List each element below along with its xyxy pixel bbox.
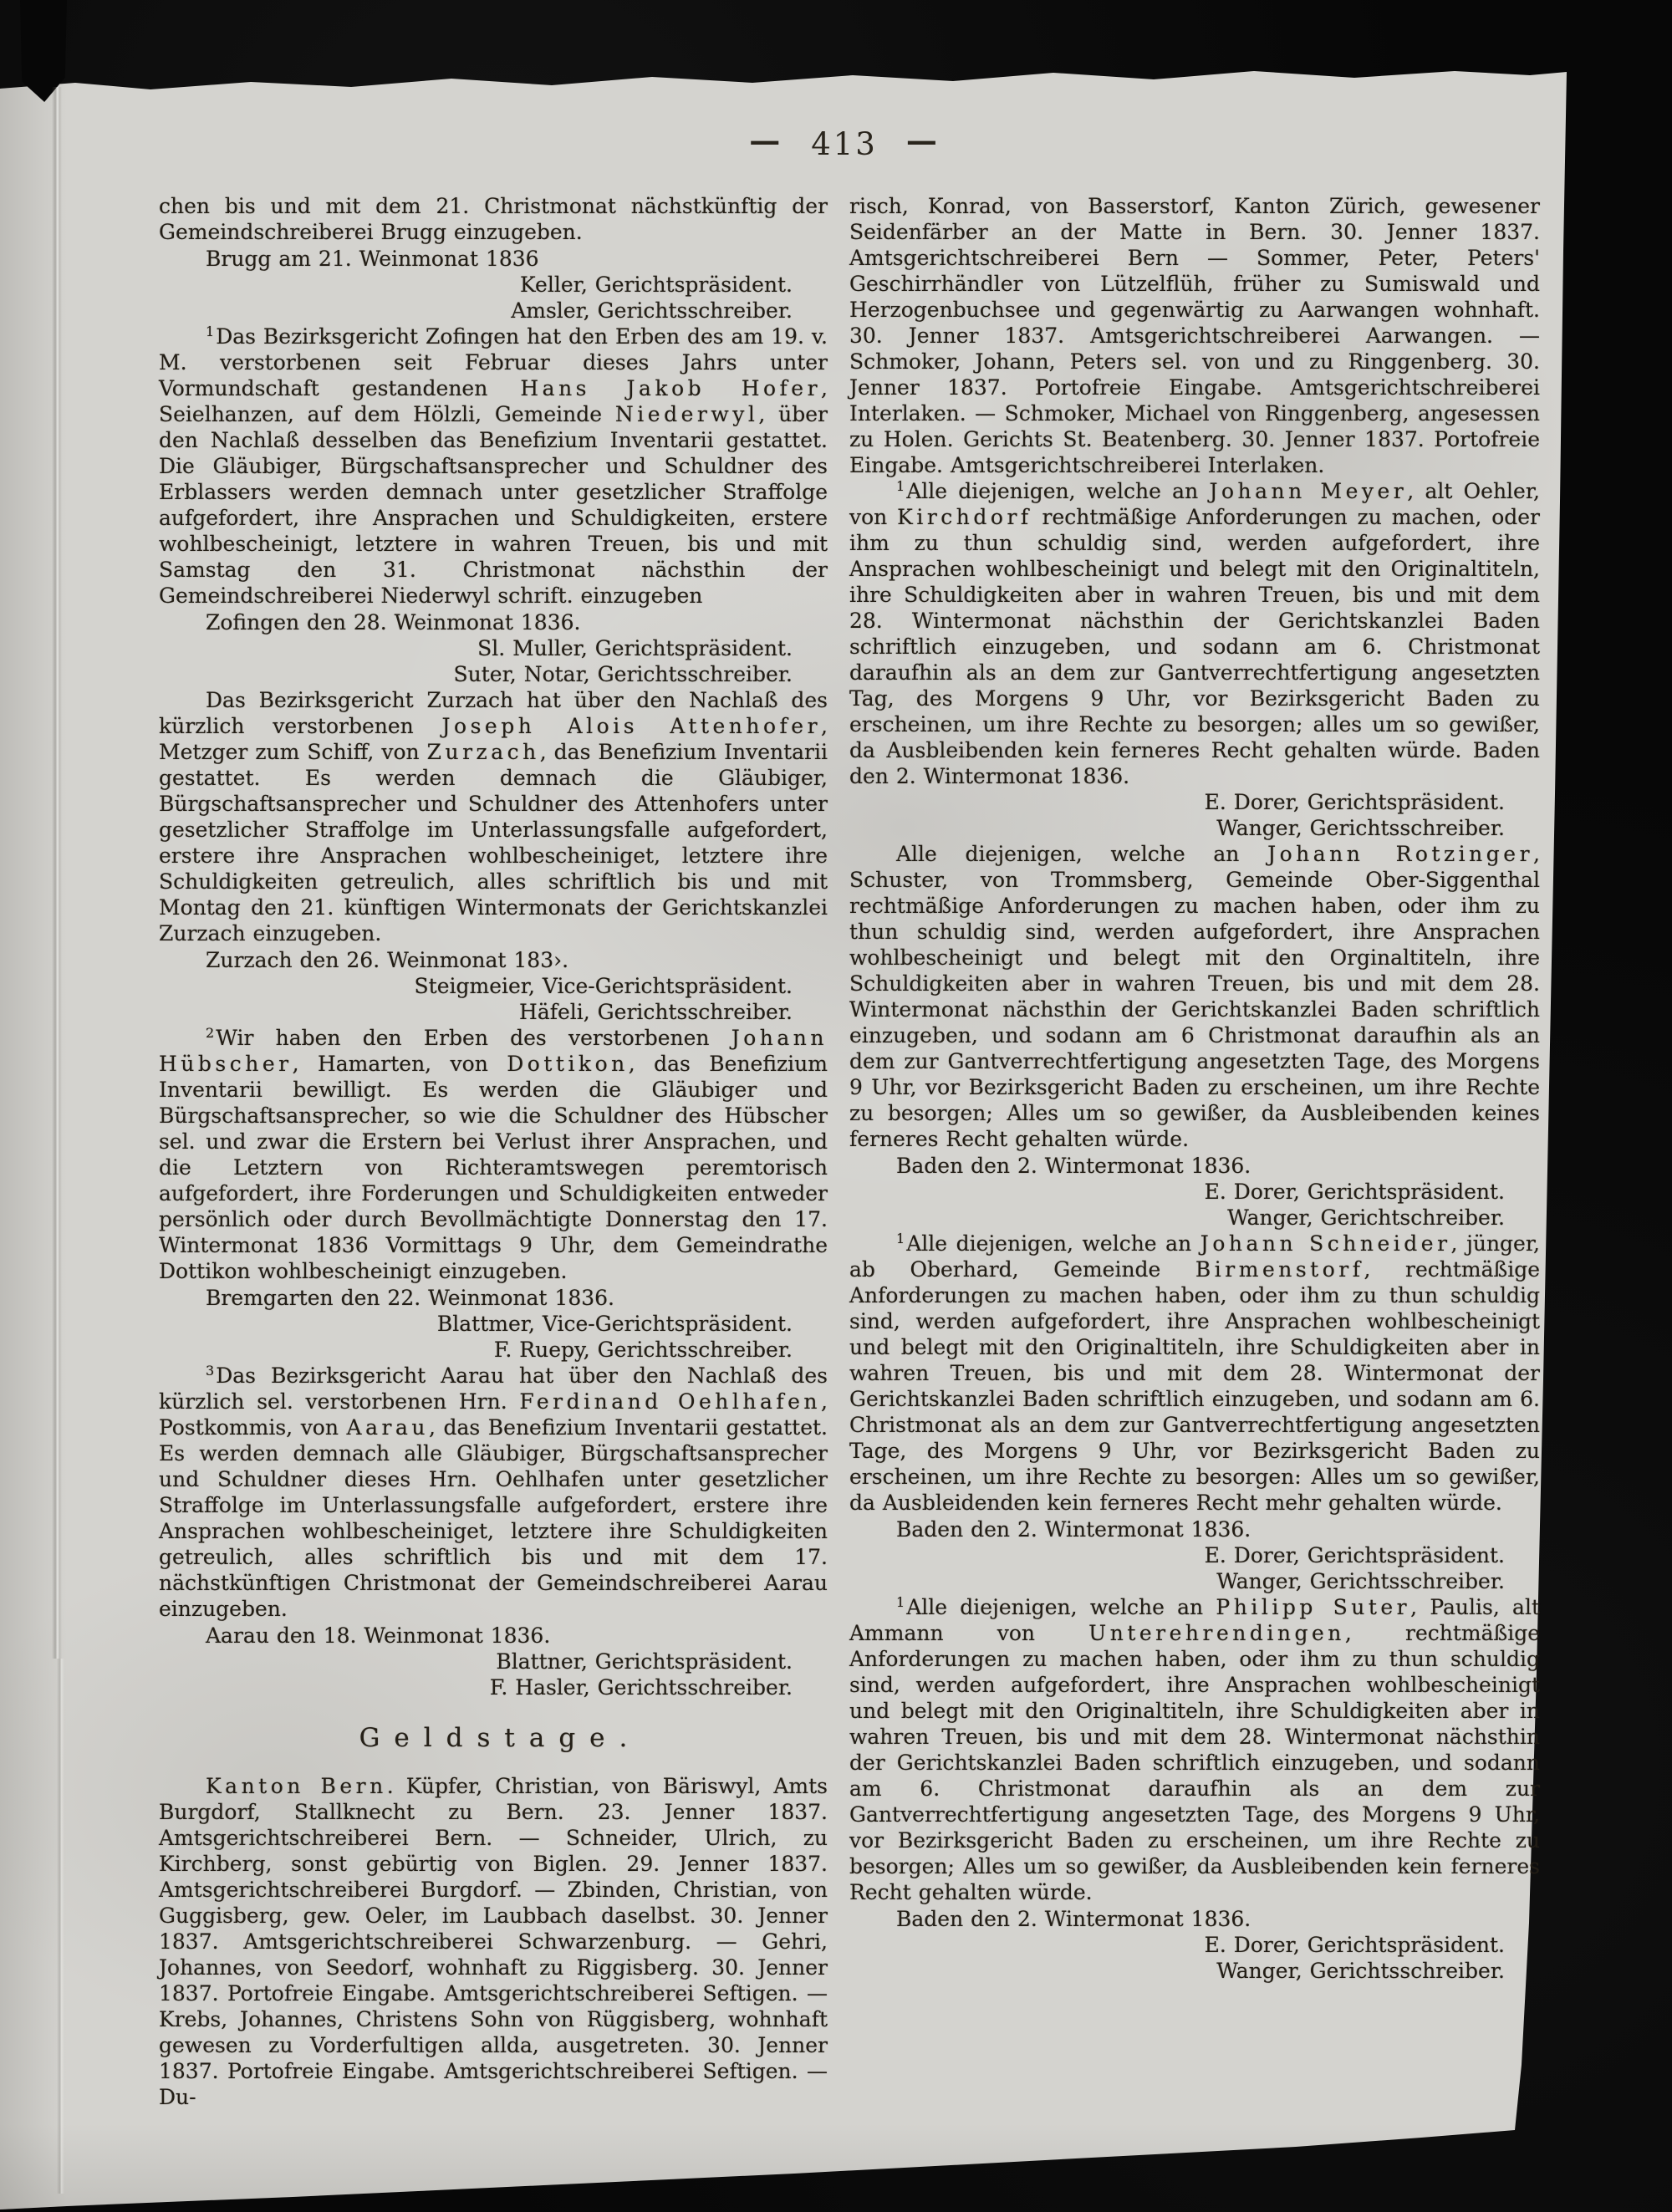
signature-line: Amsler, Gerichtsschreiber. [511, 298, 793, 323]
paragraph: Alle diejenigen, welche an Johann Rotzinger, Schuster, von Trommsberg, Gemeinde Ober-Siggenthal rechtmäßige Anforderungen zu machen haben, oder ihm zu thun schuldig sind, werden aufgefordert, ihre Ansprachen wohlbescheinigt und belegt mit den Orginaltiteln, ihre Schuldigkeiten aber in wahren Treuen, bis und mit dem 28. Wintermonat nächsthin der Gerichtskanzlei Baden schriftlich einzugeben, und sodann am 6 Christmonat daraufhin als an dem zur Gantverrechtfertigung angesetzten Tage, des Morgens 9 Uhr, vor Bezirksgericht Baden zu erscheinen, um ihre Rechte zu besorgen; Alles um so gewißer, da Ausbleibenden keines ferneres Recht gehalten würde. [849, 842, 1540, 1151]
emphasized-name: Zurzach [426, 740, 540, 764]
paragraph-continuation: risch, Konrad, von Basserstorf, Kanton Zürich, gewesener Seidenfärber an der Matte in Bern. 30. Jenner 1837. Amtsgerichtschreiberei Bern — Sommer, Peter, Peters' Geschirrhändler von Lützelflüh, früher zu Sumiswald und Herzogenbuchsee und gegenwärtig zu Aarwangen wohnhaft. 30. Jenner 1837. Amtsgerichtschreiberei Aarwangen. — Schmoker, Johann, Peters sel. von und zu Ringgenberg. 30. Jenner 1837. Portofreie Eingabe. Amtsgerichtschreiberei Interlaken. — Schmoker, Michael von Ringgenberg, angesessen zu Holen. Gerichts St. Beatenberg. 30. Jenner 1837. Portofreie Eingabe. Amtsgerichtschreiberei Interlaken. [849, 194, 1540, 477]
signature-line: Wanger, Gerichtsschreiber. [1216, 1569, 1505, 1593]
footnote-marker: 1 [206, 324, 215, 339]
dateline: Brugg am 21. Weinmonat 1836 [206, 247, 539, 271]
paragraph: $^1$Alle diejenigen, welche an Philipp Suter, Paulis, alt Ammann von Unterehrendingen, rechtmäßige Anforderungen zu machen haben, oder ihm zu thun schuldig sind, werden aufgefordert, ihre Ansprachen wohlbescheinigt und belegt mit den Originaltiteln, ihre Schuldigkeiten aber in wahren Treuen, bis und mit dem 28. Wintermonat nächsthin der Gerichtskanzlei Baden schriftlich einzugeben, und sodann am 6. Christmonat daraufhin als an dem zur Gantverrechtfertigung angesetzten Tage, des Morgens 9 Uhr, vor Bezirksgericht Baden zu erscheinen, um ihre Rechte zu besorgen; Alles um so gewißer, da Ausbleibenden kein ferneres Recht gehalten würde. [849, 1594, 1540, 1904]
paragraph: $^1$Alle diejenigen, welche an Johann Meyer, alt Oehler, von Kirchdorf rechtmäßige Anforderungen zu machen, oder ihm zu thun schuldig sind, werden aufgefordert, ihre Ansprachen wohlbescheinigt und belegt mit den Originaltiteln, ihre Schuldigkeiten aber in wahren Treuen, bis und mit dem 28. Wintermonat nächsthin der Gerichtskanzlei Baden schriftlich einzugeben, und sodann am 6. Christmonat daraufhin als an dem zur Gantverrechtfertigung angesetzten Tag, des Morgens 9 Uhr, vor Bezirksgericht Baden zu erscheinen, um ihre Rechte zu besorgen; alles um so gewißer, da Ausbleibenden kein ferneres Recht gehalten würde. Baden den 2. Wintermonat 1836. [849, 478, 1540, 788]
signature-line: Wanger, Gerichtsschreiber. [1216, 816, 1505, 840]
signature-line: Wanger, Gerichtschreiber. [1227, 1205, 1505, 1230]
header-dash-right: — [905, 122, 940, 159]
dateline: Baden den 2. Wintermonat 1836. [896, 1517, 1251, 1542]
signature-line: Keller, Gerichtspräsident. [520, 273, 793, 297]
signature-line: E. Dorer, Gerichtspräsident. [1204, 1543, 1505, 1567]
signature-line: Sl. Muller, Gerichtspräsident. [477, 636, 793, 660]
footnote-marker: 1 [896, 478, 905, 494]
dateline: Bremgarten den 22. Weinmonat 1836. [206, 1286, 614, 1310]
emphasized-name: Johann Hübscher [159, 1026, 828, 1076]
paragraph: $^3$Das Bezirksgericht Aarau hat über den Nachlaß des kürzlich sel. verstorbenen Hrn. Ferdinand Oehlhafen, Postkommis, von Aarau, das Benefizium Inventarii gestattet. Es werden demnach alle Gläubiger, Bürgschaftsansprecher und Schuldner dieses Hrn. Oehlhafen unter gesetzlicher Straffolge im Unterlassungsfalle aufgefordert, erstere ihre Ansprachen wohlbescheiniget, letztere ihre Schuldigkeiten getreulich, alles schriftlich bis und mit dem 17. nächstkünftigen Christmonat der Gemeindschreiberei Aarau einzugeben. [159, 1363, 828, 1621]
paragraph-continuation: chen bis und mit dem 21. Christmonat nächstkünftig der Gemeindschreiberei Brugg einzugeben. [159, 194, 828, 244]
emphasized-name: Joseph Alois Attenhofer [441, 714, 822, 738]
dateline: Zofingen den 28. Weinmonat 1836. [206, 610, 581, 635]
signature-line: Häfeli, Gerichtsschreiber. [519, 1000, 793, 1024]
signature-line: Suter, Notar, Gerichtsschreiber. [453, 662, 793, 686]
emphasized-name: Kanton Bern [206, 1774, 387, 1798]
emphasized-name: Hans Jakob Hofer [520, 376, 822, 400]
dateline: Zurzach den 26. Weinmonat 183›. [206, 948, 569, 972]
emphasized-name: Johann Schneider [1200, 1231, 1451, 1256]
footnote-marker: 3 [206, 1363, 215, 1379]
right-column [849, 193, 1540, 1984]
emphasized-name: Ferdinand Oehlhafen [519, 1389, 822, 1414]
signature-line: E. Dorer, Gerichtspräsident. [1204, 790, 1505, 814]
signature-line: F. Ruepy, Gerichtsschreiber. [493, 1338, 793, 1362]
paragraph: Das Bezirksgericht Zurzach hat über den Nachlaß des kürzlich verstorbenen Joseph Alois Attenhofer, Metzger zum Schiff, von Zurzach, das Benefizium Inventarii gestattet. Es werden demnach die Gläubiger, Bürgschaftsansprecher und Schuldner des Attenhofers unter gesetzlicher Straffolge im Unterlassungsfalle aufgefordert, erstere ihre Ansprachen wohlbescheiniget, letztere ihre Schuldigkeiten getreulich, alles schriftlich bis und mit Montag den 21. künftigen Wintermonats der Gerichtskanzlei Zurzach einzugeben. [159, 688, 828, 945]
emphasized-name: Aarau [346, 1415, 429, 1440]
emphasized-name: Dottikon [507, 1052, 629, 1076]
emphasized-name: Johann Meyer [1209, 479, 1408, 503]
header-dash-left: — [749, 122, 783, 159]
dateline: Baden den 2. Wintermonat 1836. [896, 1154, 1251, 1178]
page-header [686, 122, 1003, 162]
emphasized-name: Unterehrendingen [1088, 1621, 1345, 1645]
paragraph: $^2$Wir haben den Erben des verstorbenen Johann Hübscher, Hamarten, von Dottikon, das Benefizium Inventarii bewilligt. Es werden die Gläubiger und Bürgschaftsansprecher, so wie die Schuldner des Hübscher sel. und zwar die Erstern bei Verlust ihrer Ansprachen, und die Letztern von Richteramtswegen peremtorisch aufgefordert, ihre Forderungen und Schuldigkeiten entweder persönlich oder durch Bevollmächtigte Donnerstag den 17. Wintermonat 1836 Vormittags 9 Uhr, dem Gemeindrathe Dottikon wohlbescheinigt einzugeben. [159, 1025, 828, 1283]
section-heading: Geldstage. [359, 1723, 642, 1753]
signature-line: Blattner, Gerichtspräsident. [496, 1649, 793, 1674]
paper-fold-crease-lower [57, 1659, 64, 2194]
left-column [159, 193, 828, 2110]
paragraph: $^1$Das Bezirksgericht Zofingen hat den Erben des am 19. v. M. verstorbenen seit Februar dieses Jahrs unter Vormundschaft gestandenen Hans Jakob Hofer, Seielhanzen, auf dem Hölzli, Gemeinde Niederwyl, über den Nachlaß desselben das Benefizium Inventarii gestattet. Die Gläubiger, Bürgschaftsansprecher und Schuldner des Erblassers werden demnach unter gesetzlicher Straffolge aufgefordert, ihre Ansprachen und Schuldigkeiten, erstere wohlbescheinigt, letztere in wahren Treuen, bis und mit Samstag den 31. Christmonat nächsthin der Gemeindschreiberei Niederwyl schrift. einzugeben [159, 324, 828, 608]
emphasized-name: Niederwyl [614, 402, 759, 426]
signature-line: Steigmeier, Vice-Gerichtspräsident. [414, 974, 793, 998]
footnote-marker: 2 [206, 1025, 215, 1041]
dateline: Aarau den 18. Weinmonat 1836. [206, 1623, 551, 1648]
emphasized-name: Philipp Suter [1216, 1595, 1411, 1619]
page-number: 413 [811, 126, 878, 162]
emphasized-name: Johann Rotzinger [1267, 842, 1534, 866]
footnote-marker: 1 [896, 1231, 905, 1246]
signature-line: E. Dorer, Gerichtspräsident. [1204, 1933, 1505, 1957]
footnote-marker: 1 [896, 1594, 905, 1610]
dateline: Baden den 2. Wintermonat 1836. [896, 1907, 1251, 1931]
paragraph: $^1$Alle diejenigen, welche an Johann Schneider, jünger, ab Oberhard, Gemeinde Birmenstorf, rechtmäßige Anforderungen zu machen haben, oder ihm zu thun schuldig sind, werden aufgefordert, ihre Ansprachen wohlbescheinigt und belegt mit den Originaltiteln, ihre Schuldigkeiten aber in wahren Treuen, bis und mit dem 28. Wintermonat der Gerichtskanzlei Baden schriftlich einzugeben, und sodann am 6. Christmonat als an dem zur Gantverrechtfertigung angesetzten Tage, des Morgens 9 Uhr, vor Bezirksgericht Baden zu erscheinen, um ihre Rechte zu besorgen: Alles um so gewißer, da Ausbleidenden kein ferneres Recht mehr gehalten würde. [849, 1231, 1540, 1515]
paper-fold-crease [52, 87, 62, 1659]
paragraph: Kanton Bern. Küpfer, Christian, von Bäriswyl, Amts Burgdorf, Stallknecht zu Bern. 23. Jenner 1837. Amtsgerichtschreiberei Bern. — Schneider, Ulrich, zu Kirchberg, sonst gebürtig von Biglen. 29. Jenner 1837. Amtsgerichtschreiberei Burgdorf. — Zbinden, Christian, von Guggisberg, gew. Oeler, im Laubbach daselbst. 30. Jenner 1837. Amtsgerichtschreiberei Schwarzenburg. — Gehri, Johannes, von Seedorf, wohnhaft zu Riggisberg. 30. Jenner 1837. Portofreie Eingabe. Amtsgerichtschreiberei Seftigen. — Krebs, Johannes, Christens Sohn von Rüggisberg, wohnhaft gewesen zu Vorderfultigen allda, ausgetreten. 30. Jenner 1837. Portofreie Eingabe. Amtsgerichtschreiberei Seftigen. — Du- [159, 1774, 828, 2109]
emphasized-name: Kirchdorf [897, 505, 1032, 529]
signature-line: F. Hasler, Gerichtsschreiber. [489, 1675, 793, 1700]
signature-line: E. Dorer, Gerichtspräsident. [1204, 1180, 1505, 1204]
signature-line: Wanger, Gerichtsschreiber. [1216, 1959, 1505, 1983]
emphasized-name: Birmenstorf [1195, 1257, 1364, 1282]
signature-line: Blattmer, Vice-Gerichtspräsident. [436, 1312, 793, 1336]
